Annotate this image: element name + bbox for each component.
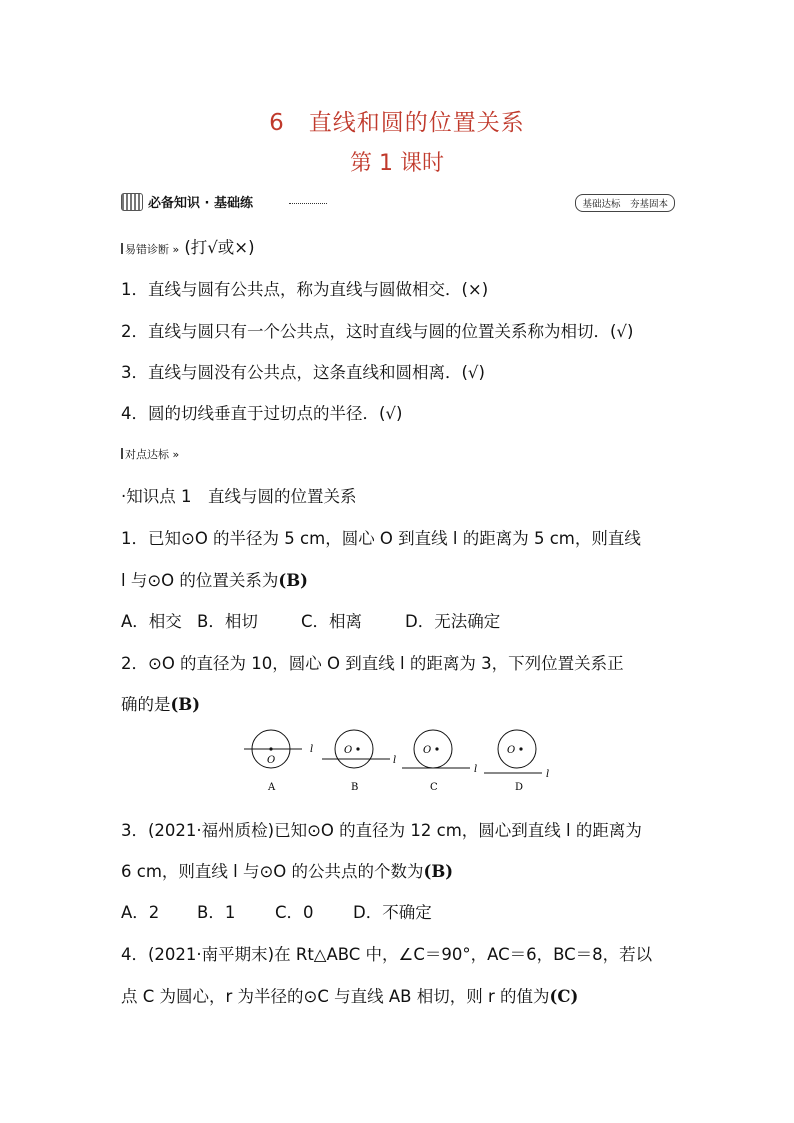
q1-option: A．相交 — [121, 612, 182, 631]
heading-bar-icon — [121, 448, 123, 459]
center-dot-b — [356, 747, 359, 750]
q3-option: C．0 — [275, 903, 314, 922]
heading-bar-icon — [121, 243, 123, 254]
q3-option: A．2 — [121, 903, 160, 922]
line-label-a: l — [310, 744, 314, 755]
q1-option: B．相切 — [197, 612, 258, 631]
book-icon — [121, 193, 143, 211]
q3-option: D．不确定 — [353, 903, 432, 922]
q3-option: B．1 — [197, 903, 236, 922]
figure-label-c: C — [430, 782, 438, 793]
page-title: 6 直线和圆的位置关系 — [269, 110, 525, 136]
q1-option: D．无法确定 — [405, 612, 501, 631]
q1-line2: l 与⊙O 的位置关系为(B) — [121, 571, 308, 590]
lesson-subtitle: 第 1 课时 — [350, 151, 444, 176]
q4-answer: (C) — [549, 987, 579, 1006]
section-heading-2: 对点达标 » — [121, 446, 179, 462]
q2-line1: 2．⊙O 的直径为 10，圆心 O 到直线 l 的距离为 3，下列位置关系正 — [121, 654, 624, 673]
center-dot-d — [519, 747, 522, 750]
figure-label-a: A — [268, 782, 276, 793]
figure-b — [322, 730, 390, 768]
judgment-item: 3．直线与圆没有公共点，这条直线和圆相离．(√) — [121, 363, 485, 382]
q4-line1: 4．(2021·南平期末)在 Rt△ABC 中，∠C＝90°，AC＝6，BC＝8，若以 — [121, 945, 653, 964]
judgment-item: 2．直线与圆只有一个公共点，这时直线与圆的位置关系称为相切．(√) — [121, 322, 634, 341]
q3-options — [121, 899, 432, 923]
q1-answer: (B) — [278, 571, 308, 590]
section-error-diagnosis — [121, 234, 255, 258]
line-label-c: l — [474, 764, 478, 775]
figure-label-d: D — [515, 782, 524, 793]
q3-line1: 3．(2021·福州质检)已知⊙O 的直径为 12 cm，圆心到直线 l 的距离为 — [121, 821, 642, 840]
center-label-c: O — [423, 745, 432, 756]
banner-label: 必备知识 · 基础练 — [148, 196, 253, 211]
section-banner — [121, 193, 675, 211]
q2-line2: 确的是(B) — [121, 695, 201, 714]
judgment-item: 4．圆的切线垂直于过切点的半径．(√) — [121, 404, 403, 423]
section-heading: 易错诊断 » — [121, 243, 179, 256]
q1-options — [121, 608, 500, 632]
center-label-d: O — [507, 745, 516, 756]
q3-line2: 6 cm，则直线 l 与⊙O 的公共点的个数为(B) — [121, 862, 454, 881]
banner-badge: 基础达标 夯基固本 — [575, 194, 675, 212]
line-label-b: l — [393, 755, 397, 766]
q4-line2: 点 C 为圆心，r 为半径的⊙C 与直线 AB 相切，则 r 的值为(C) — [121, 987, 579, 1006]
center-dot-c — [435, 747, 438, 750]
judgment-item: 1．直线与圆有公共点，称为直线与圆做相交．(×) — [121, 280, 489, 299]
figure-label-b: B — [351, 782, 359, 793]
q2-answer: (B) — [170, 695, 201, 714]
line-label-d: l — [546, 769, 550, 780]
banner-divider — [289, 197, 327, 204]
center-dot-a — [269, 747, 272, 750]
q1-option: C．相离 — [301, 612, 363, 631]
q1-line1: 1．已知⊙O 的半径为 5 cm，圆心 O 到直线 l 的距离为 5 cm，则直线 — [121, 529, 641, 548]
q2-figure — [240, 725, 560, 795]
center-label-a: O — [267, 755, 276, 766]
knowledge-point: ·知识点 1 直线与圆的位置关系 — [121, 487, 357, 506]
q3-answer: (B) — [423, 862, 454, 881]
center-label-b: O — [344, 745, 353, 756]
section-instruction: (打√或×) — [184, 238, 255, 257]
